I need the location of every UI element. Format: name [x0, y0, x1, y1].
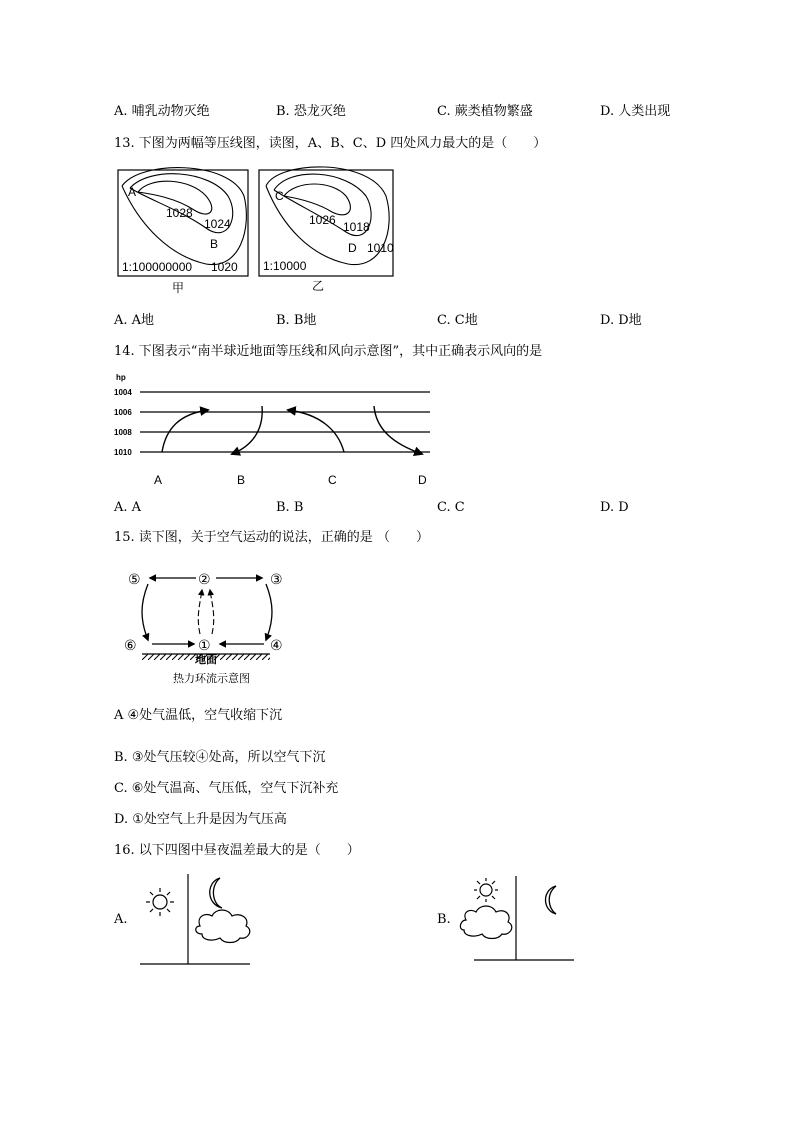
- q16-option-b-diagram: [458, 872, 578, 967]
- q15-point-3: ③: [270, 571, 283, 587]
- q14-level-1006: 1006: [114, 408, 132, 417]
- q14-point-a: A: [154, 473, 163, 487]
- moon-icon: [210, 878, 222, 908]
- q14-option-d: D. D: [600, 500, 629, 515]
- q15-option-b: B. ③处气压较④处高，所以空气下沉: [114, 750, 326, 765]
- q15-point-1: ①: [198, 637, 211, 653]
- q15-point-5: ⑤: [128, 571, 141, 587]
- q14-level-1004: 1004: [114, 388, 132, 397]
- q12-option-b: B. 恐龙灭绝: [276, 104, 346, 119]
- q13-jia-scale: 1:100000000: [122, 260, 193, 274]
- q13-jia-isobar-1024: 1024: [204, 217, 231, 231]
- q13-yi-scale: 1:10000: [263, 259, 307, 273]
- q15-point-2: ②: [198, 571, 211, 587]
- q12-option-a: A. 哺乳动物灭绝: [114, 104, 210, 119]
- q13-jia-isobar-1028: 1028: [166, 206, 193, 220]
- q13-yi-label-c: C: [275, 189, 284, 203]
- q15-option-c: C. ⑥处气温高、气压低，空气下沉补充: [114, 781, 339, 796]
- q13-jia-caption: 甲: [172, 281, 185, 295]
- q16-option-a-diagram: [136, 870, 256, 970]
- q12-option-d: D. 人类出现: [600, 104, 671, 119]
- q15-option-a: A ④处气温低，空气收缩下沉: [114, 708, 283, 723]
- q13-yi-isobar-1010: 1010: [367, 241, 394, 255]
- q14-point-d: D: [418, 473, 427, 487]
- q13-jia-label-b: B: [210, 237, 219, 251]
- q12-option-c: C. 蕨类植物繁盛: [437, 104, 533, 119]
- q13-jia-isobar-1020: 1020: [211, 260, 238, 274]
- q16-option-b-label: B.: [437, 912, 451, 927]
- q13-option-d: D. D地: [600, 313, 642, 328]
- moon-icon: [546, 886, 557, 914]
- sun-icon: [146, 888, 174, 916]
- q13-option-c: C. C地: [437, 313, 478, 328]
- q14-level-1010: 1010: [114, 448, 132, 457]
- q13-jia-label-a: A: [128, 185, 137, 199]
- q14-unit: hp: [116, 373, 126, 382]
- q15-option-d: D. ①处空气上升是因为气压高: [114, 812, 287, 827]
- q15-stem: 15. 读下图，关于空气运动的说法，正确的是 （ ）: [114, 530, 429, 545]
- sun-icon: [474, 878, 498, 902]
- q16-stem: 16. 以下四图中昼夜温差最大的是（ ）: [114, 843, 360, 858]
- cloud-icon: [196, 910, 250, 943]
- q15-point-4: ④: [270, 637, 283, 653]
- q13-stem: 13. 下图为两幅等压线图，读图，A、B、C、D 四处风力最大的是（ ）: [114, 136, 547, 151]
- q13-yi-caption: 乙: [312, 279, 325, 293]
- q16-option-a-label: A.: [114, 912, 128, 927]
- q13-option-b: B. B地: [276, 313, 317, 328]
- q14-point-c: C: [328, 473, 337, 487]
- q13-yi-label-d: D: [348, 241, 357, 255]
- q13-yi-isobar-1026: 1026: [309, 213, 336, 227]
- q14-option-c: C. C: [437, 500, 465, 515]
- q14-option-b: B. B: [276, 500, 304, 515]
- q13-isobar-maps: [110, 166, 410, 296]
- q14-point-b: B: [237, 473, 246, 487]
- q14-level-1008: 1008: [114, 428, 132, 437]
- q14-option-a: A. A: [114, 500, 142, 515]
- q15-thermal-circulation-diagram: [124, 564, 294, 689]
- q13-option-a: A. A地: [114, 313, 155, 328]
- q13-yi-isobar-1018: 1018: [343, 220, 370, 234]
- q15-point-6: ⑥: [124, 637, 137, 653]
- q14-wind-diagram: [112, 370, 442, 490]
- cloud-icon: [460, 906, 511, 939]
- q15-caption: 热力环流示意图: [173, 673, 250, 685]
- q14-stem: 14. 下图表示“南半球近地面等压线和风向示意图”，其中正确表示风向的是: [114, 344, 543, 359]
- q15-ground-label: 地面: [195, 654, 217, 666]
